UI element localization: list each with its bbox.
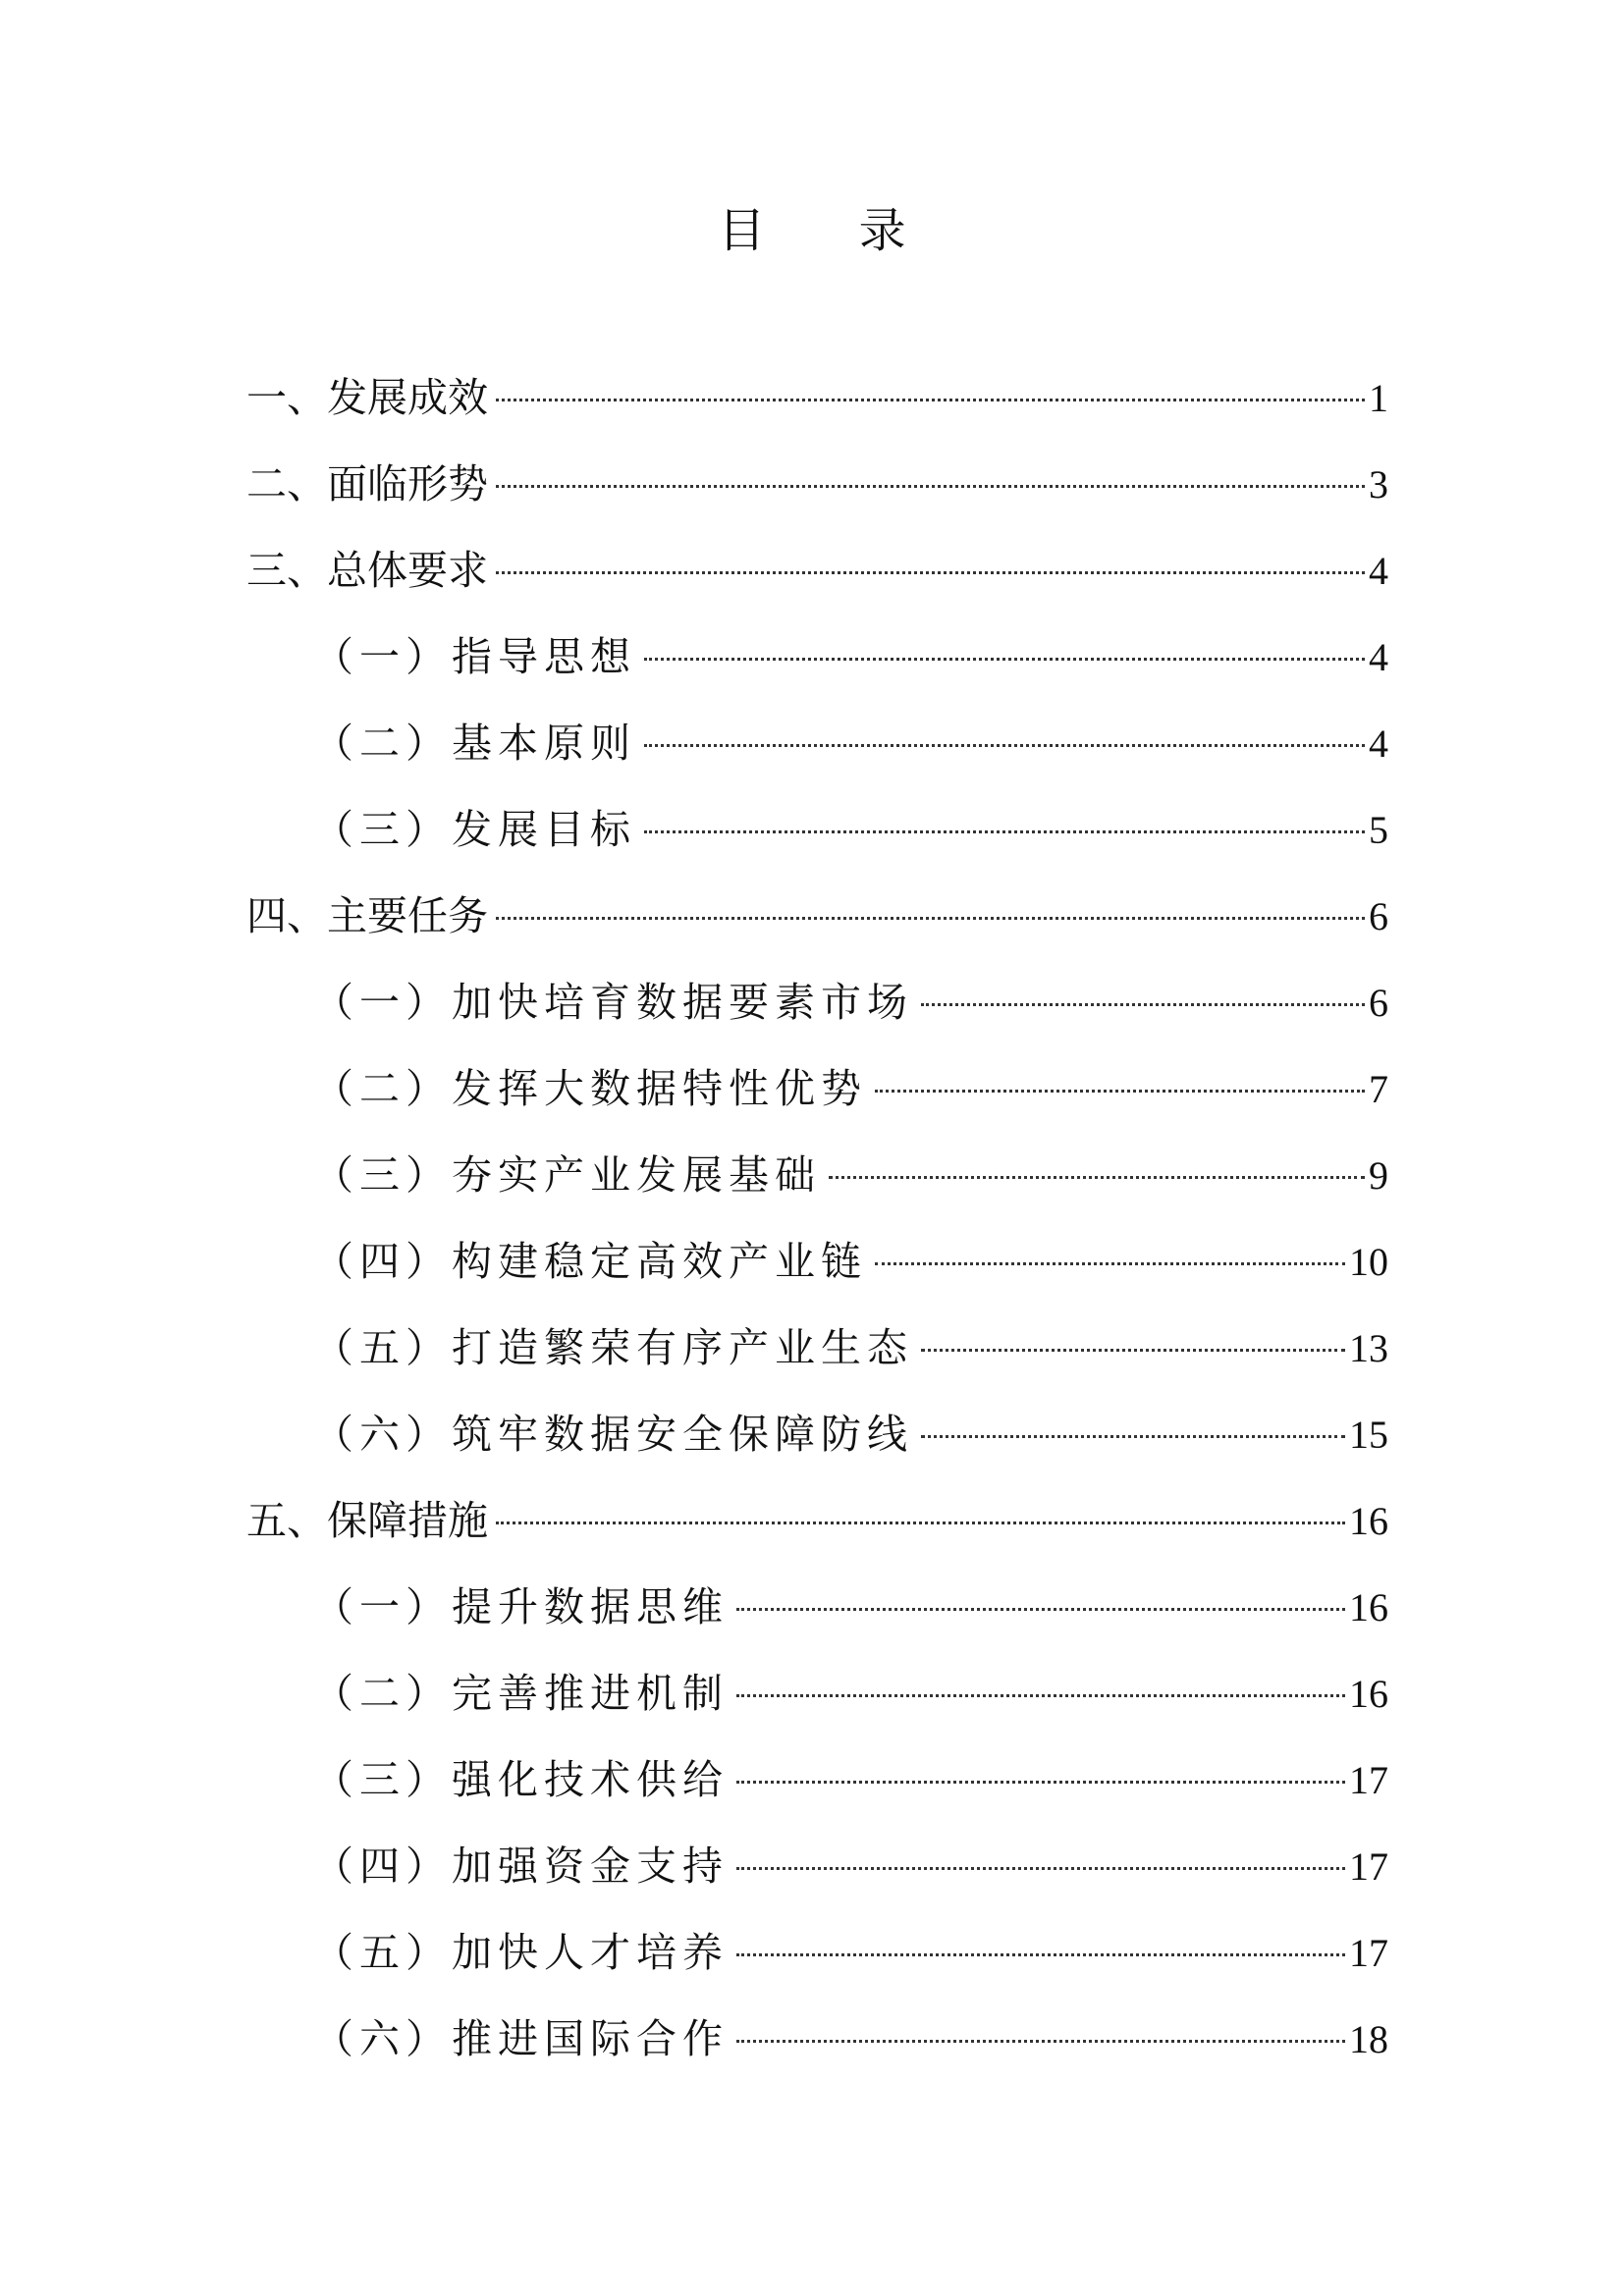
toc-entry-label: （四）加强资金支持 (313, 1842, 729, 1890)
toc-entry-label: （四）构建稳定高效产业链 (313, 1238, 867, 1285)
toc-entry[interactable] (313, 800, 1388, 859)
toc-entry[interactable] (246, 541, 1388, 600)
dot-leader (736, 1694, 1345, 1697)
toc-page-number: 4 (1369, 549, 1388, 593)
toc-entry[interactable] (246, 886, 1388, 945)
toc-entry-label: （二）基本原则 (313, 720, 636, 767)
dot-leader (875, 1090, 1365, 1093)
toc-entry[interactable] (313, 1923, 1388, 1982)
toc-entry-label: （三）夯实产业发展基础 (313, 1151, 821, 1199)
toc-page-number: 4 (1369, 721, 1388, 766)
toc-entry[interactable] (313, 2009, 1388, 2068)
toc-entry[interactable] (246, 1491, 1388, 1550)
toc-page-number: 17 (1349, 1931, 1388, 1975)
dot-leader (736, 1867, 1345, 1870)
toc-page-number: 7 (1369, 1067, 1388, 1111)
dot-leader (644, 658, 1365, 661)
dot-leader (644, 744, 1365, 747)
toc-entry[interactable] (313, 1837, 1388, 1896)
toc-page-number: 18 (1349, 2017, 1388, 2061)
toc-entry-label: （五）打造繁荣有序产业生态 (313, 1324, 913, 1371)
dot-leader (736, 2040, 1345, 2043)
toc-entry[interactable] (246, 368, 1388, 427)
toc-entry-label: 五、保障措施 (246, 1497, 488, 1544)
toc-entry[interactable] (313, 1750, 1388, 1809)
toc-entry[interactable] (313, 973, 1388, 1032)
toc-entry-label: （一）指导思想 (313, 633, 636, 680)
toc-entry[interactable] (313, 1059, 1388, 1118)
toc-page-number: 9 (1369, 1153, 1388, 1198)
dot-leader (644, 830, 1365, 833)
toc-entry[interactable] (313, 1664, 1388, 1723)
toc-page-number: 3 (1369, 462, 1388, 507)
toc-entry-label: 一、发展成效 (246, 374, 488, 421)
toc-entry[interactable] (313, 1405, 1388, 1464)
toc-page-number: 16 (1349, 1672, 1388, 1716)
toc-page-number: 6 (1369, 981, 1388, 1025)
toc-entry[interactable] (313, 714, 1388, 773)
dot-leader (736, 1953, 1345, 1956)
toc-page-number: 10 (1349, 1240, 1388, 1284)
dot-leader (875, 1262, 1345, 1265)
dot-leader (829, 1176, 1365, 1179)
dot-leader (496, 399, 1365, 401)
toc-page-number: 16 (1349, 1585, 1388, 1629)
toc-entry-label: （六）筑牢数据安全保障防线 (313, 1411, 913, 1458)
toc-page-number: 17 (1349, 1844, 1388, 1889)
dot-leader (496, 917, 1365, 920)
toc-entry-label: （一）加快培育数据要素市场 (313, 979, 913, 1026)
toc-page-number: 13 (1349, 1326, 1388, 1370)
toc-entry-label: 二、面临形势 (246, 460, 488, 507)
toc-page-number: 17 (1349, 1758, 1388, 1802)
toc-page-number: 5 (1369, 808, 1388, 852)
page-title: 目 录 (718, 203, 946, 258)
toc-entry-label: 三、总体要求 (246, 547, 488, 594)
dot-leader (921, 1349, 1345, 1352)
toc-entry[interactable] (313, 1577, 1388, 1636)
toc-entry-label: （六）推进国际合作 (313, 2015, 729, 2062)
toc-page-number: 6 (1369, 894, 1388, 938)
toc-page-number: 16 (1349, 1499, 1388, 1543)
dot-leader (496, 1522, 1345, 1524)
toc-entry[interactable] (246, 454, 1388, 513)
toc-entry[interactable] (313, 1232, 1388, 1291)
toc-entry-label: （一）提升数据思维 (313, 1583, 729, 1630)
toc-entry[interactable] (313, 1146, 1388, 1204)
toc-entry-label: （五）加快人才培养 (313, 1929, 729, 1976)
toc-entry[interactable] (313, 627, 1388, 686)
toc-page-number: 4 (1369, 635, 1388, 679)
toc-entry-label: （二）完善推进机制 (313, 1670, 729, 1717)
toc-entry-label: （三）发展目标 (313, 806, 636, 853)
toc-entry-label: （二）发挥大数据特性优势 (313, 1065, 867, 1112)
toc-page-number: 15 (1349, 1413, 1388, 1457)
toc-entry-label: （三）强化技术供给 (313, 1756, 729, 1803)
dot-leader (921, 1003, 1365, 1006)
toc-entry[interactable] (313, 1318, 1388, 1377)
dot-leader (496, 485, 1365, 488)
toc-entry-label: 四、主要任务 (246, 892, 488, 939)
dot-leader (736, 1781, 1345, 1784)
dot-leader (736, 1608, 1345, 1611)
toc-page-number: 1 (1369, 376, 1388, 420)
dot-leader (921, 1435, 1345, 1438)
dot-leader (496, 571, 1365, 574)
